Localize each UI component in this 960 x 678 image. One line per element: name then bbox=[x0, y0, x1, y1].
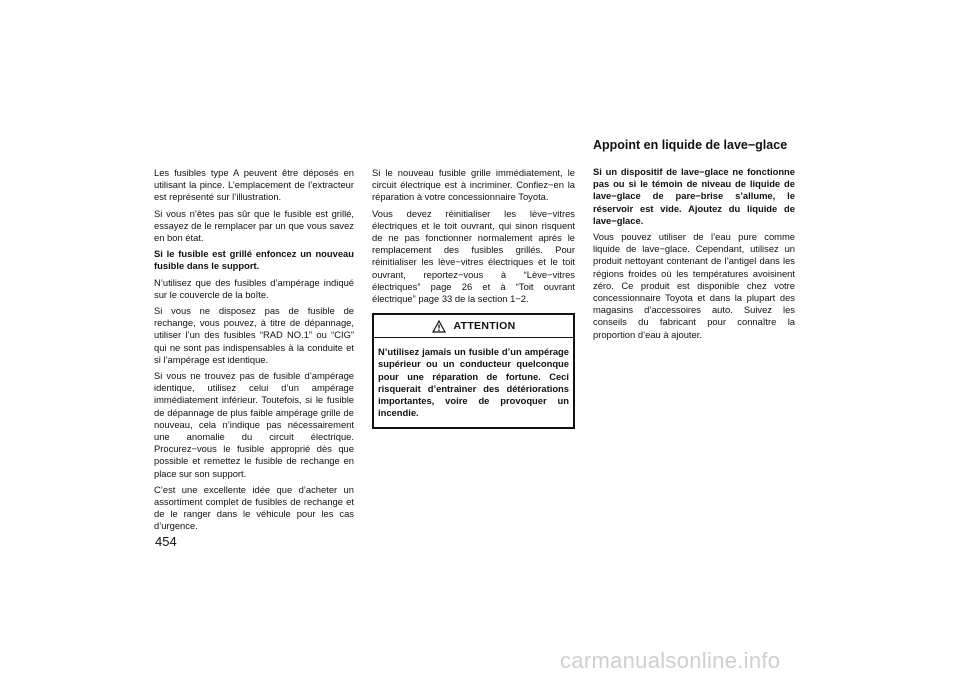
right-column bbox=[593, 166, 795, 345]
page-number: 454 bbox=[155, 534, 177, 549]
paragraph: Vous devez réinitialiser les lève−vitres électriques et le toit ouvrant, qui sinon risquent de ne pas fonctionner normalement après le remplacement des fusibles grillés. Pour réinitialiser les lève−vitres électriques et le toit ouvrant, reportez−vous à “Lève−vitres électriques” page 26 et à “Toit ouvrant électrique” page 33 de la section 1−2. bbox=[372, 207, 575, 305]
attention-title: ATTENTION bbox=[453, 320, 516, 333]
watermark: carmanualsonline.info bbox=[560, 648, 781, 673]
paragraph: Si le nouveau fusible grille immédiatement, le circuit électrique est à incriminer. Confiez−en la réparation à votre concessionnaire Toyota. bbox=[372, 167, 575, 203]
paragraph: Si vous ne disposez pas de fusible de rechange, vous pouvez, à titre de dépannage, utiliser l’un des fusibles “RAD NO.1” ou “CIG” qui ne sont pas indispensables à la conduite et si l’ampérage est identique. bbox=[154, 305, 354, 365]
paragraph: N’utilisez que des fusibles d’ampérage indiqué sur le couvercle de la boîte. bbox=[154, 276, 354, 300]
paragraph: C’est une excellente idée que d’acheter un assortiment complet de fusibles de rechange et de le ranger dans le véhicule pour les cas d’urgence. bbox=[154, 483, 354, 532]
attention-box bbox=[372, 313, 575, 429]
paragraph: Les fusibles type A peuvent être déposés en utilisant la pince. L’emplacement de l’extracteur est représenté sur l’illustration. bbox=[154, 167, 354, 203]
bold-instruction: Si le fusible est grillé enfoncez un nouveau fusible dans le support. bbox=[154, 248, 354, 272]
bold-instruction: Si un dispositif de lave−glace ne fonctionne pas ou si le témoin de niveau de liquide de lave−glace de pare−brise s’allume, le réservoir est vide. Ajoutez du liquide de lave−glace. bbox=[593, 166, 795, 226]
section-title: Appoint en liquide de lave−glace bbox=[593, 138, 788, 152]
warning-triangle-icon bbox=[432, 320, 446, 333]
paragraph: Si vous n’êtes pas sûr que le fusible est grillé, essayez de le remplacer par un que vous savez en bon état. bbox=[154, 207, 354, 244]
paragraph: Si vous ne trouvez pas de fusible d’ampérage identique, utilisez celui d’un ampérage immédiatement inférieur. Toutefois, si le fusible de dépannage de plus faible ampérage grille de nouveau, cela n’indique pas nécessairement une anomalie du circuit électrique. Procurez−vous le fusible approprié dès que possible et remettez le fusible de rechange en place sur son support. bbox=[154, 370, 354, 479]
paragraph: Vous pouvez utiliser de l’eau pure comme liquide de lave−glace. Cependant, utilisez un produit nettoyant contenant de l’antigel dans les régions froides où les températures avoisinent zéro. Ce produit est disponible chez votre concessionnaire Toyota et dans la plupart des magasins d’accessoires auto. Suivez les conseils du fabricant pour connaître la proportion d’eau à ajouter. bbox=[593, 231, 795, 340]
left-column bbox=[154, 167, 354, 537]
middle-column bbox=[372, 167, 575, 429]
attention-text: N’utilisez jamais un fusible d’un ampérage supérieur ou un conducteur quelconque pour une réparation de fortune. Ceci risquerait d’entraîner des détériorations importantes, voire de provoquer un incendie. bbox=[378, 346, 569, 419]
attention-header bbox=[374, 315, 573, 338]
